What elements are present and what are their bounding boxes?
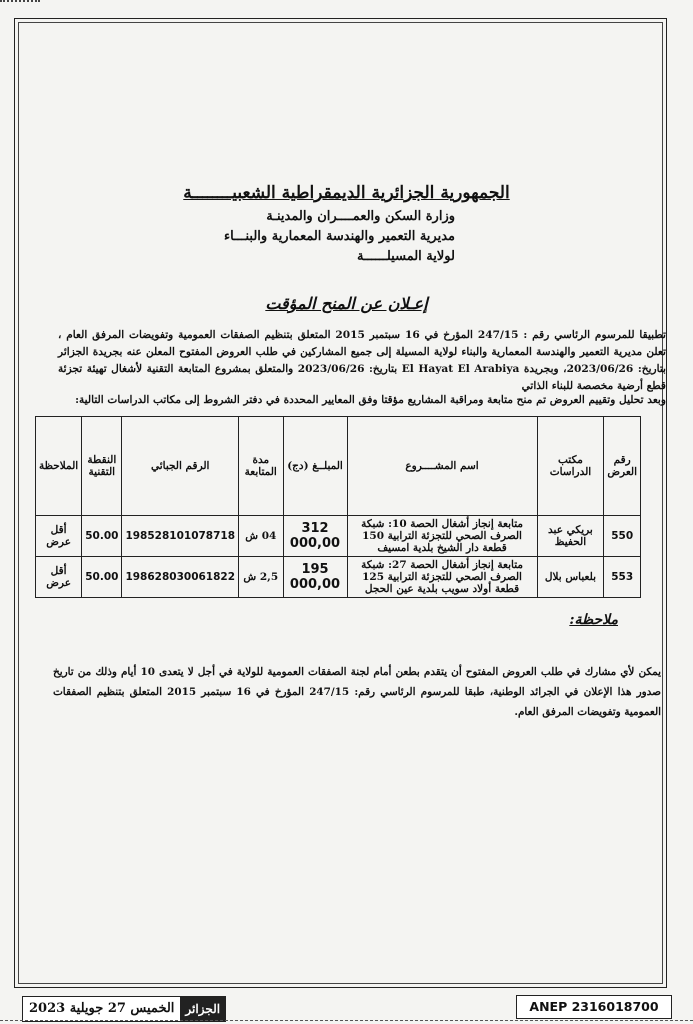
col-project: اسم المشــــروع [347, 417, 537, 516]
notice-title: إعـلان عن المنح المؤقت [265, 294, 428, 313]
cell-tech-score: 50.00 [82, 516, 122, 557]
cell-office: بلعباس بلال [537, 557, 604, 598]
cell-amount: 312 000,00 [283, 516, 347, 557]
cell-tech-score: 50.00 [82, 557, 122, 598]
col-duration: مدة المتابعة [239, 417, 283, 516]
ministry-block [224, 207, 455, 267]
cell-remarks: أقل عرض [36, 516, 82, 557]
cell-amount: 195 000,00 [283, 557, 347, 598]
offers-table [35, 416, 641, 598]
newspaper-logo: الجزائر [180, 997, 225, 1021]
wilaya-line: لولاية المسيلــــــة [357, 249, 455, 264]
cell-remarks: أقل عرض [36, 557, 82, 598]
cell-duration: 04 ش [239, 516, 283, 557]
note-heading: ملاحظة: [569, 612, 618, 628]
col-tax-id: الرقم الجبائي [122, 417, 239, 516]
table-row [36, 516, 641, 557]
cell-tax-id: 198528101078718 [122, 516, 239, 557]
scan-artifact [0, 0, 40, 12]
table-row [36, 557, 641, 598]
evaluation-paragraph: وبعد تحليل وتقييم العروض تم منح متابعة ومراقبة المشاريع مؤقتا وفق المعايير المحددة في دفتر الشروط إلى مكاتب الدراسات التالية: [75, 394, 666, 406]
republic-heading: الجمهورية الجزائرية الديمقراطية الشعبيــــــــة [183, 183, 510, 203]
col-tech-score: النقطة التقنية [82, 417, 122, 516]
cell-offer-no: 553 [604, 557, 641, 598]
cell-project: متابعة إنجاز أشغال الحصة 10: شبكة الصرف الصحي للتجزئة الترابية 150 قطعة دار الشيخ بلدية امسيف [347, 516, 537, 557]
col-offer-no: رقم العرض [604, 417, 641, 516]
ministry-line: وزارة السكن والعمــــران والمدينـة [266, 209, 455, 224]
cell-tax-id: 198628030061822 [122, 557, 239, 598]
col-office: مكتب الدراسات [537, 417, 604, 516]
publication-date: الخميس 27 جويلية 2023 [29, 1001, 175, 1016]
cell-project: متابعة إنجاز أشغال الحصة 27: شبكة الصرف الصحي للتجزئة الترابية 125 قطعة أولاد سويب بلدية عين الحجل [347, 557, 537, 598]
cell-duration: 2,5 ش [239, 557, 283, 598]
anep-reference: ANEP 2316018700 [516, 995, 672, 1019]
col-remarks: الملاحظة [36, 417, 82, 516]
scan-artifact [0, 1020, 693, 1024]
publication-stamp [22, 996, 226, 1022]
cell-office: بريكي عبد الحفيظ [537, 516, 604, 557]
intro-paragraph: تطبيقا للمرسوم الرئاسي رقم : 247/15 المؤرخ في 16 سبتمبر 2015 المتعلق بتنظيم الصفقات العمومية وتفويضات المرفق العام ، تعلن مديرية التعمير والهندسة المعمارية والبناء لولاية المسيلة إلى جميع المشاركين في طلب العروض المفتوح المعلن عنه بجريدة الجزائر بتاريخ: 2023/06/26، وبجريدة El Hayat El Arabiya بتاريخ: 2023/06/26 والمتعلق بمشروع المتابعة التقنية لأشغال تهيئة تجزئة قطع أرضية مخصصة للبناء الذاتي [58, 329, 667, 392]
cell-offer-no: 550 [604, 516, 641, 557]
table-header-row [36, 417, 641, 516]
note-paragraph: يمكن لأي مشارك في طلب العروض المفتوح أن يتقدم بطعن أمام لجنة الصفقات العمومية للولاية في أجل لا يتعدى 10 أيام وذلك من تاريخ صدور هذا الإعلان في الجرائد الوطنية، طبقا للمرسوم الرئاسي رقم: 247/15 المؤرخ في 16 سبتمبر 2015 المتعلق بتنظيم الصفقات العمومية وتفويضات المرفق العام. [53, 666, 661, 718]
directorate-line: مديرية التعمير والهندسة المعمارية والبنـــاء [224, 229, 455, 244]
col-amount: المبلــغ (دج) [283, 417, 347, 516]
